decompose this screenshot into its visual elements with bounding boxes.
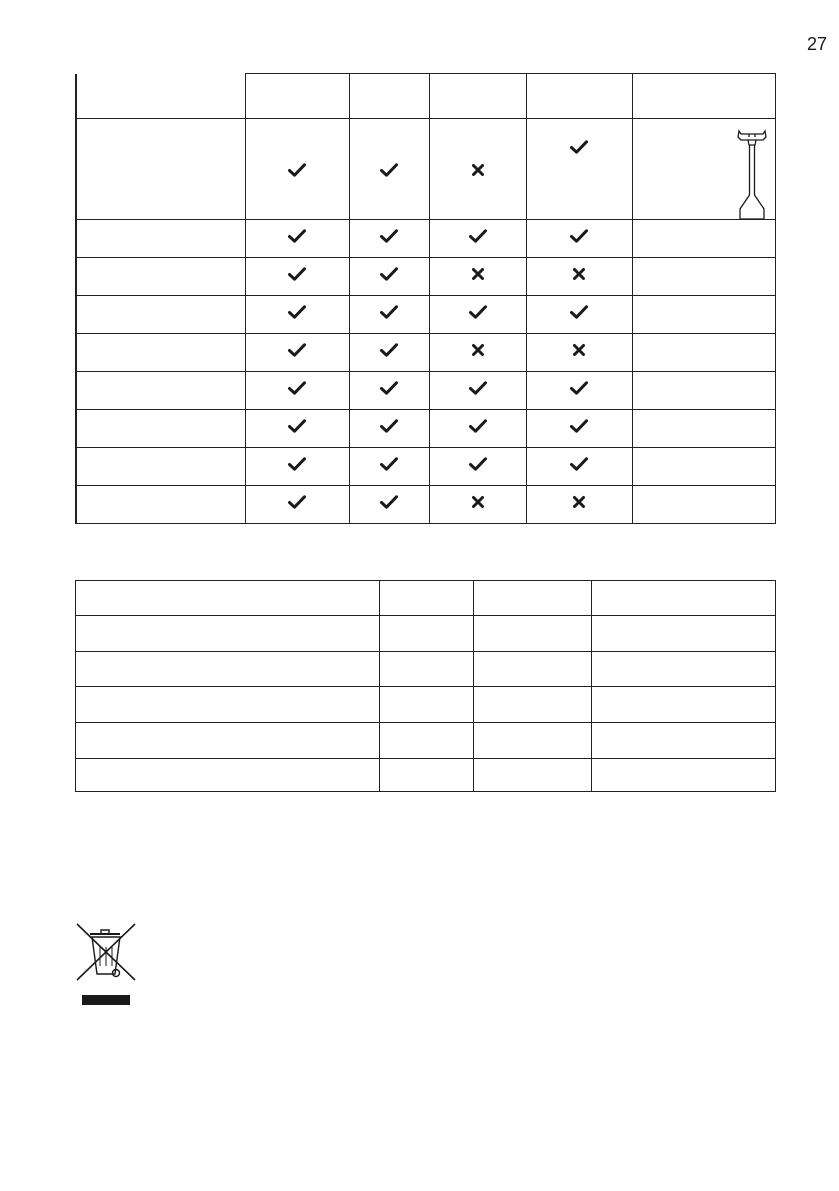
table-row bbox=[76, 258, 775, 296]
check-mark-icon bbox=[569, 139, 589, 155]
mark-cell bbox=[526, 220, 632, 258]
mark-cell bbox=[429, 119, 526, 220]
row-label-cell bbox=[76, 372, 245, 410]
check-mark-icon bbox=[287, 266, 307, 282]
mark-cell bbox=[429, 334, 526, 372]
mark-cell bbox=[526, 119, 632, 220]
spec-cell bbox=[474, 687, 592, 723]
mark-cell bbox=[245, 220, 349, 258]
image-cell bbox=[632, 296, 775, 334]
spec-cell bbox=[380, 723, 474, 759]
check-mark-icon bbox=[379, 162, 399, 178]
spec-row bbox=[76, 616, 776, 652]
row-label-cell bbox=[76, 486, 245, 524]
mark-cell bbox=[526, 334, 632, 372]
spec-cell bbox=[380, 616, 474, 652]
spec-cell bbox=[592, 723, 776, 759]
mark-cell bbox=[245, 410, 349, 448]
spec-cell bbox=[474, 723, 592, 759]
mark-cell bbox=[526, 486, 632, 524]
check-mark-icon bbox=[379, 304, 399, 320]
spec-row bbox=[76, 687, 776, 723]
cross-mark-icon bbox=[569, 342, 589, 358]
mark-cell bbox=[349, 486, 429, 524]
image-cell bbox=[632, 334, 775, 372]
blank-specification-table bbox=[75, 580, 776, 792]
row-label-cell bbox=[76, 119, 245, 220]
mark-cell bbox=[245, 334, 349, 372]
hand-blender-attachment-icon bbox=[735, 126, 769, 227]
mark-cell bbox=[526, 372, 632, 410]
mark-cell bbox=[526, 448, 632, 486]
spec-row bbox=[76, 723, 776, 759]
check-mark-icon bbox=[569, 304, 589, 320]
cross-mark-icon bbox=[468, 342, 488, 358]
table-row bbox=[76, 486, 775, 524]
mark-cell bbox=[245, 119, 349, 220]
mark-cell bbox=[429, 296, 526, 334]
header-cell bbox=[429, 74, 526, 119]
cross-mark-icon bbox=[569, 266, 589, 282]
mark-cell bbox=[349, 448, 429, 486]
check-mark-icon bbox=[468, 304, 488, 320]
check-mark-icon bbox=[379, 380, 399, 396]
image-cell bbox=[632, 448, 775, 486]
spec-cell bbox=[76, 652, 380, 687]
spec-cell bbox=[76, 581, 380, 616]
check-mark-icon bbox=[379, 418, 399, 434]
cross-mark-icon bbox=[569, 494, 589, 510]
check-mark-icon bbox=[287, 494, 307, 510]
table-row bbox=[76, 410, 775, 448]
spec-cell bbox=[76, 723, 380, 759]
header-cell bbox=[632, 74, 775, 119]
row-label-cell bbox=[76, 334, 245, 372]
check-mark-icon bbox=[569, 228, 589, 244]
table-row bbox=[76, 448, 775, 486]
check-mark-icon bbox=[468, 456, 488, 472]
check-mark-icon bbox=[569, 456, 589, 472]
header-cell bbox=[526, 74, 632, 119]
check-mark-icon bbox=[287, 342, 307, 358]
cross-mark-icon bbox=[468, 494, 488, 510]
spec-cell bbox=[592, 616, 776, 652]
check-mark-icon bbox=[379, 342, 399, 358]
check-mark-icon bbox=[379, 266, 399, 282]
mark-cell bbox=[429, 410, 526, 448]
mark-cell bbox=[245, 258, 349, 296]
header-cell bbox=[76, 74, 245, 119]
mark-cell bbox=[349, 296, 429, 334]
spec-cell bbox=[76, 759, 380, 792]
crossed-out-wheelie-bin-icon bbox=[69, 918, 141, 1008]
row-label-cell bbox=[76, 220, 245, 258]
check-mark-icon bbox=[468, 380, 488, 396]
page-number: 27 bbox=[806, 34, 827, 54]
check-mark-icon bbox=[468, 228, 488, 244]
spec-row bbox=[76, 652, 776, 687]
spec-cell bbox=[380, 759, 474, 792]
mark-cell bbox=[429, 220, 526, 258]
check-mark-icon bbox=[287, 418, 307, 434]
mark-cell bbox=[245, 296, 349, 334]
image-cell bbox=[632, 220, 775, 258]
spec-cell bbox=[380, 581, 474, 616]
spec-cell bbox=[474, 652, 592, 687]
mark-cell bbox=[245, 486, 349, 524]
check-mark-icon bbox=[379, 228, 399, 244]
table-row bbox=[76, 119, 775, 220]
check-mark-icon bbox=[287, 162, 307, 178]
mark-cell bbox=[526, 296, 632, 334]
table-header-row bbox=[76, 74, 775, 119]
mark-cell bbox=[526, 410, 632, 448]
image-cell bbox=[632, 119, 775, 220]
mark-cell bbox=[429, 372, 526, 410]
check-mark-icon bbox=[287, 380, 307, 396]
spec-cell bbox=[474, 581, 592, 616]
check-mark-icon bbox=[379, 494, 399, 510]
spec-cell bbox=[592, 687, 776, 723]
compatibility-table bbox=[75, 73, 776, 524]
spec-cell bbox=[76, 687, 380, 723]
spec-cell bbox=[380, 652, 474, 687]
spec-cell bbox=[592, 652, 776, 687]
image-cell bbox=[632, 410, 775, 448]
table-row bbox=[76, 220, 775, 258]
check-mark-icon bbox=[287, 304, 307, 320]
mark-cell bbox=[429, 258, 526, 296]
table-row bbox=[76, 372, 775, 410]
spec-cell bbox=[474, 616, 592, 652]
table-row bbox=[76, 296, 775, 334]
check-mark-icon bbox=[379, 456, 399, 472]
cross-mark-icon bbox=[468, 162, 488, 178]
check-mark-icon bbox=[287, 456, 307, 472]
mark-cell bbox=[349, 119, 429, 220]
header-cell bbox=[349, 74, 429, 119]
spec-row bbox=[76, 759, 776, 792]
row-label-cell bbox=[76, 410, 245, 448]
row-label-cell bbox=[76, 448, 245, 486]
mark-cell bbox=[349, 334, 429, 372]
row-label-cell bbox=[76, 258, 245, 296]
mark-cell bbox=[429, 448, 526, 486]
image-cell bbox=[632, 486, 775, 524]
mark-cell bbox=[526, 258, 632, 296]
mark-cell bbox=[349, 372, 429, 410]
check-mark-icon bbox=[569, 418, 589, 434]
mark-cell bbox=[349, 220, 429, 258]
spec-cell bbox=[474, 759, 592, 792]
weee-symbol bbox=[69, 918, 141, 1013]
image-cell bbox=[632, 372, 775, 410]
mark-cell bbox=[245, 372, 349, 410]
mark-cell bbox=[429, 486, 526, 524]
check-mark-icon bbox=[468, 418, 488, 434]
spec-row bbox=[76, 581, 776, 616]
header-cell bbox=[245, 74, 349, 119]
check-mark-icon bbox=[569, 380, 589, 396]
cross-mark-icon bbox=[468, 266, 488, 282]
image-cell bbox=[632, 258, 775, 296]
table-row bbox=[76, 334, 775, 372]
spec-cell bbox=[592, 759, 776, 792]
mark-cell bbox=[245, 448, 349, 486]
spec-cell bbox=[76, 616, 380, 652]
row-label-cell bbox=[76, 296, 245, 334]
mark-cell bbox=[349, 410, 429, 448]
spec-cell bbox=[592, 581, 776, 616]
check-mark-icon bbox=[287, 228, 307, 244]
spec-cell bbox=[380, 687, 474, 723]
mark-cell bbox=[349, 258, 429, 296]
